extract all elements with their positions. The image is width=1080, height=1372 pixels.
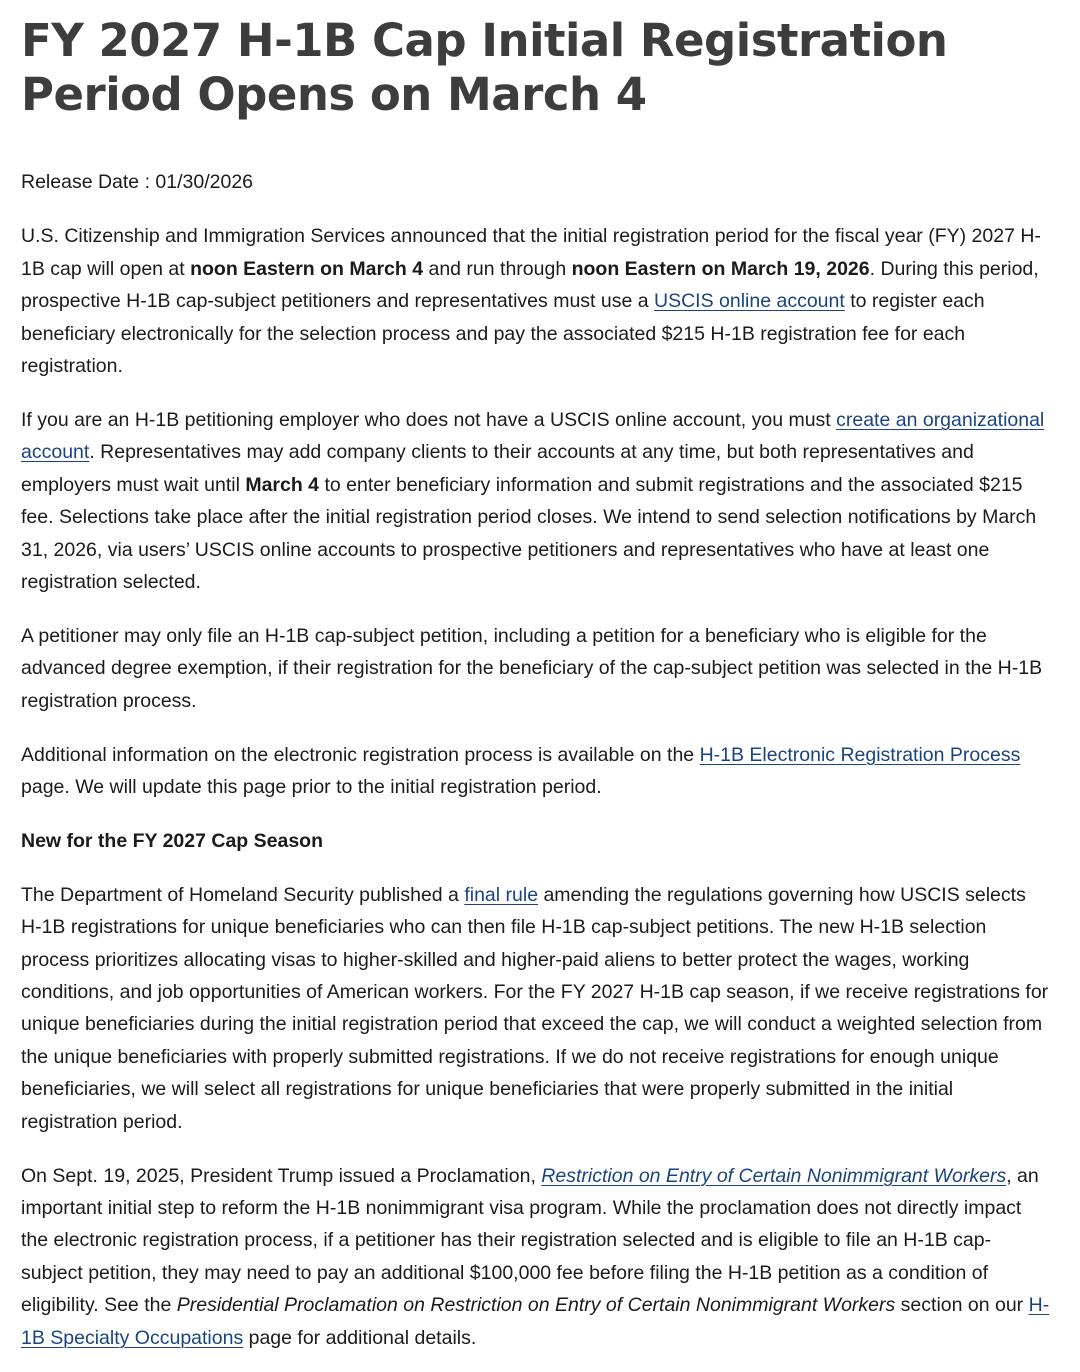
text: . Representatives may add company clients to their accounts at any time, but both representatives and employers must wait until <box>21 441 974 496</box>
text: page for additional details. <box>243 1326 477 1349</box>
text: to register each beneficiary electronically for the selection process and pay the associated $215 H-1B registration fee for each registration. <box>21 290 985 378</box>
paragraph-proclamation <box>21 1160 1050 1354</box>
text: page. We will update this page prior to the initial registration period. <box>21 776 602 798</box>
text: amending the regulations governing how USCIS selects H-1B registrations for unique beneficiaries who can then file H-1B cap-subject petitions. The new H-1B selection process prioritizes allocating visas to higher-skilled and higher-paid aliens to better protect the wages, working conditions, and job opportunities of American workers. For the FY 2027 H-1B cap season, if we receive registrations for unique beneficiaries during the initial registration period that exceed the cap, we will conduct a weighted selection from the unique beneficiaries with properly submitted registrations. If we do not receive registrations for enough unique beneficiaries, we will select all registrations for unique beneficiaries that were properly submitted in the initial registration period. <box>21 883 1049 1133</box>
text: On Sept. 19, 2025, President Trump issued a Proclamation, <box>21 1164 542 1187</box>
text: , an important initial step to reform the H-1B nonimmigrant visa program. While the proclamation does not directly impact the electronic registration process, if a petitioner has their registration selected and is eligible to file an H-1B cap-subject petition, they may need to pay an additional $100,000 fee before filing the H-1B petition as a condition of eligibility. See the <box>21 1164 1039 1317</box>
release-date-label: Release Date : <box>21 171 150 193</box>
paragraph-final-rule <box>21 879 1050 1138</box>
final-rule-link[interactable]: final rule <box>464 883 539 906</box>
create-organizational-account-link[interactable]: create an organizational account <box>21 408 1045 464</box>
italic-text: Presidential Proclamation on Restriction on Entry of Certain Nonimmigrant Workers <box>176 1294 896 1317</box>
text: section on our <box>895 1294 1029 1317</box>
paragraph-organizational-account <box>21 404 1050 598</box>
text: Additional information on the electronic registration process is available on the <box>21 743 700 766</box>
text: A petitioner may only file an H-1B cap-subject petition, including a petition for a beneficiary who is eligible for the advanced degree exemption, if their registration for the beneficiary of the cap-subject petition was selected in the H-1B registration process. <box>21 624 1043 712</box>
specialty-occupations-link[interactable]: H-1B Specialty Occupations <box>21 1294 1050 1349</box>
paragraph-registration-period <box>21 220 1050 382</box>
text: The Department of Homeland Security published a <box>21 883 465 906</box>
text: If you are an H-1B petitioning employer who does not have a USCIS online account, you must <box>21 408 837 431</box>
uscis-online-account-link[interactable]: USCIS online account <box>654 290 845 313</box>
release-date-line <box>21 166 1050 198</box>
bold-text: noon Eastern on March 19, 2026 <box>571 257 870 280</box>
paragraph-petition-eligibility <box>21 620 1050 717</box>
electronic-registration-process-link[interactable]: H-1B Electronic Registration Process <box>699 743 1021 766</box>
bold-text: noon Eastern on March 4 <box>190 257 424 280</box>
text: . During this period, prospective H-1B cap-subject petitioners and representatives must use a <box>21 257 1039 313</box>
proclamation-link[interactable]: Restriction on Entry of Certain Nonimmigrant Workers <box>541 1164 1007 1187</box>
section-heading: New for the FY 2027 Cap Season <box>21 829 323 852</box>
release-date-value: 01/30/2026 <box>155 171 254 193</box>
text: and run through <box>423 257 572 280</box>
paragraph-additional-information <box>21 739 1050 804</box>
bold-text: March 4 <box>245 473 320 496</box>
page-title: FY 2027 H-1B Cap Initial Registration Period Opens on March 4 <box>21 14 948 121</box>
text: to enter beneficiary information and submit registrations and the associated $215 fee. Selections take place after the initial registration period closes. We intend to send selection notifications by March 31, 2026, via users’ USCIS online accounts to prospective petitioners and representatives who have at least one registration selected. <box>21 473 1037 593</box>
text: U.S. Citizenship and Immigration Services announced that the initial registration period for the fiscal year (FY) 2027 H-1B cap will open at <box>21 225 1041 280</box>
